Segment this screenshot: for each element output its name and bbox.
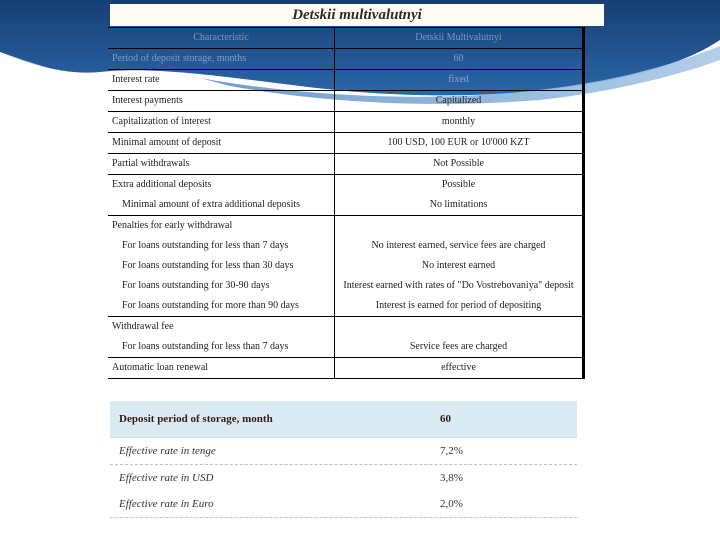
deposit-characteristics-table (108, 27, 585, 379)
row-value: Interest is earned for period of depositing (335, 296, 584, 317)
row-value: effective (335, 358, 584, 379)
rate-label: Effective rate in USD (119, 472, 214, 484)
row-label: For loans outstanding for less than 7 days (108, 337, 335, 358)
row-value: No interest earned (335, 256, 584, 276)
row-value: 100 USD, 100 EUR or 10'000 KZT (335, 133, 584, 154)
table-row (108, 175, 584, 196)
rate-row-usd (110, 465, 577, 491)
table-header-row (108, 28, 584, 49)
rates-header-label: Deposit period of storage, month (119, 413, 273, 425)
row-label: For loans outstanding for 30-90 days (108, 276, 335, 296)
row-value (335, 216, 584, 237)
table-row (108, 358, 584, 379)
row-label: Penalties for early withdrawal (108, 216, 335, 237)
row-label: Interest payments (108, 91, 335, 112)
table-row (108, 133, 584, 154)
row-label: Capitalization of interest (108, 112, 335, 133)
row-value: Service fees are charged (335, 337, 584, 358)
rate-label: Effective rate in Euro (119, 498, 214, 510)
table-row (108, 154, 584, 175)
row-value: Interest earned with rates of "Do Vostrebovaniya" deposit (335, 276, 584, 296)
row-label: For loans outstanding for less than 30 days (108, 256, 335, 276)
rate-value: 3,8% (440, 472, 463, 484)
row-label: For loans outstanding for more than 90 days (108, 296, 335, 317)
row-label: Partial withdrawals (108, 154, 335, 175)
table-row (108, 276, 584, 296)
effective-rates-table (110, 401, 577, 518)
rate-row-euro (110, 491, 577, 518)
table-row (108, 112, 584, 133)
row-label: Automatic loan renewal (108, 358, 335, 379)
row-label: Minimal amount of extra additional deposits (108, 195, 335, 216)
row-label: Withdrawal fee (108, 317, 335, 338)
table-row (108, 216, 584, 237)
row-value: No interest earned, service fees are charged (335, 236, 584, 256)
row-label: Period of deposit storage, months (108, 49, 335, 70)
rate-value: 7,2% (440, 445, 463, 457)
row-value: No limitations (335, 195, 584, 216)
header-product: Detskii Multivalutnyi (335, 28, 584, 49)
row-value: 60 (335, 49, 584, 70)
row-value (335, 317, 584, 338)
table-row (108, 91, 584, 112)
table-row (108, 256, 584, 276)
row-label: Extra additional deposits (108, 175, 335, 196)
rates-header-value: 60 (440, 413, 451, 425)
table-row (108, 195, 584, 216)
table-row (108, 296, 584, 317)
row-label: Minimal amount of deposit (108, 133, 335, 154)
table-row (108, 317, 584, 338)
table-row (108, 236, 584, 256)
table-row (108, 337, 584, 358)
row-label: Interest rate (108, 70, 335, 91)
row-value: Capitalized (335, 91, 584, 112)
table-row (108, 49, 584, 70)
row-value: monthly (335, 112, 584, 133)
rates-header-row (110, 401, 577, 438)
page-title: Detskii multivalutnyi (110, 4, 604, 26)
header-characteristic: Characteristic (108, 28, 335, 49)
row-value: Possible (335, 175, 584, 196)
rate-value: 2,0% (440, 498, 463, 510)
rate-label: Effective rate in tenge (119, 445, 216, 457)
table-row (108, 70, 584, 91)
row-value: fixed (335, 70, 584, 91)
rate-row-tenge (110, 438, 577, 465)
row-label: For loans outstanding for less than 7 days (108, 236, 335, 256)
row-value: Not Possible (335, 154, 584, 175)
